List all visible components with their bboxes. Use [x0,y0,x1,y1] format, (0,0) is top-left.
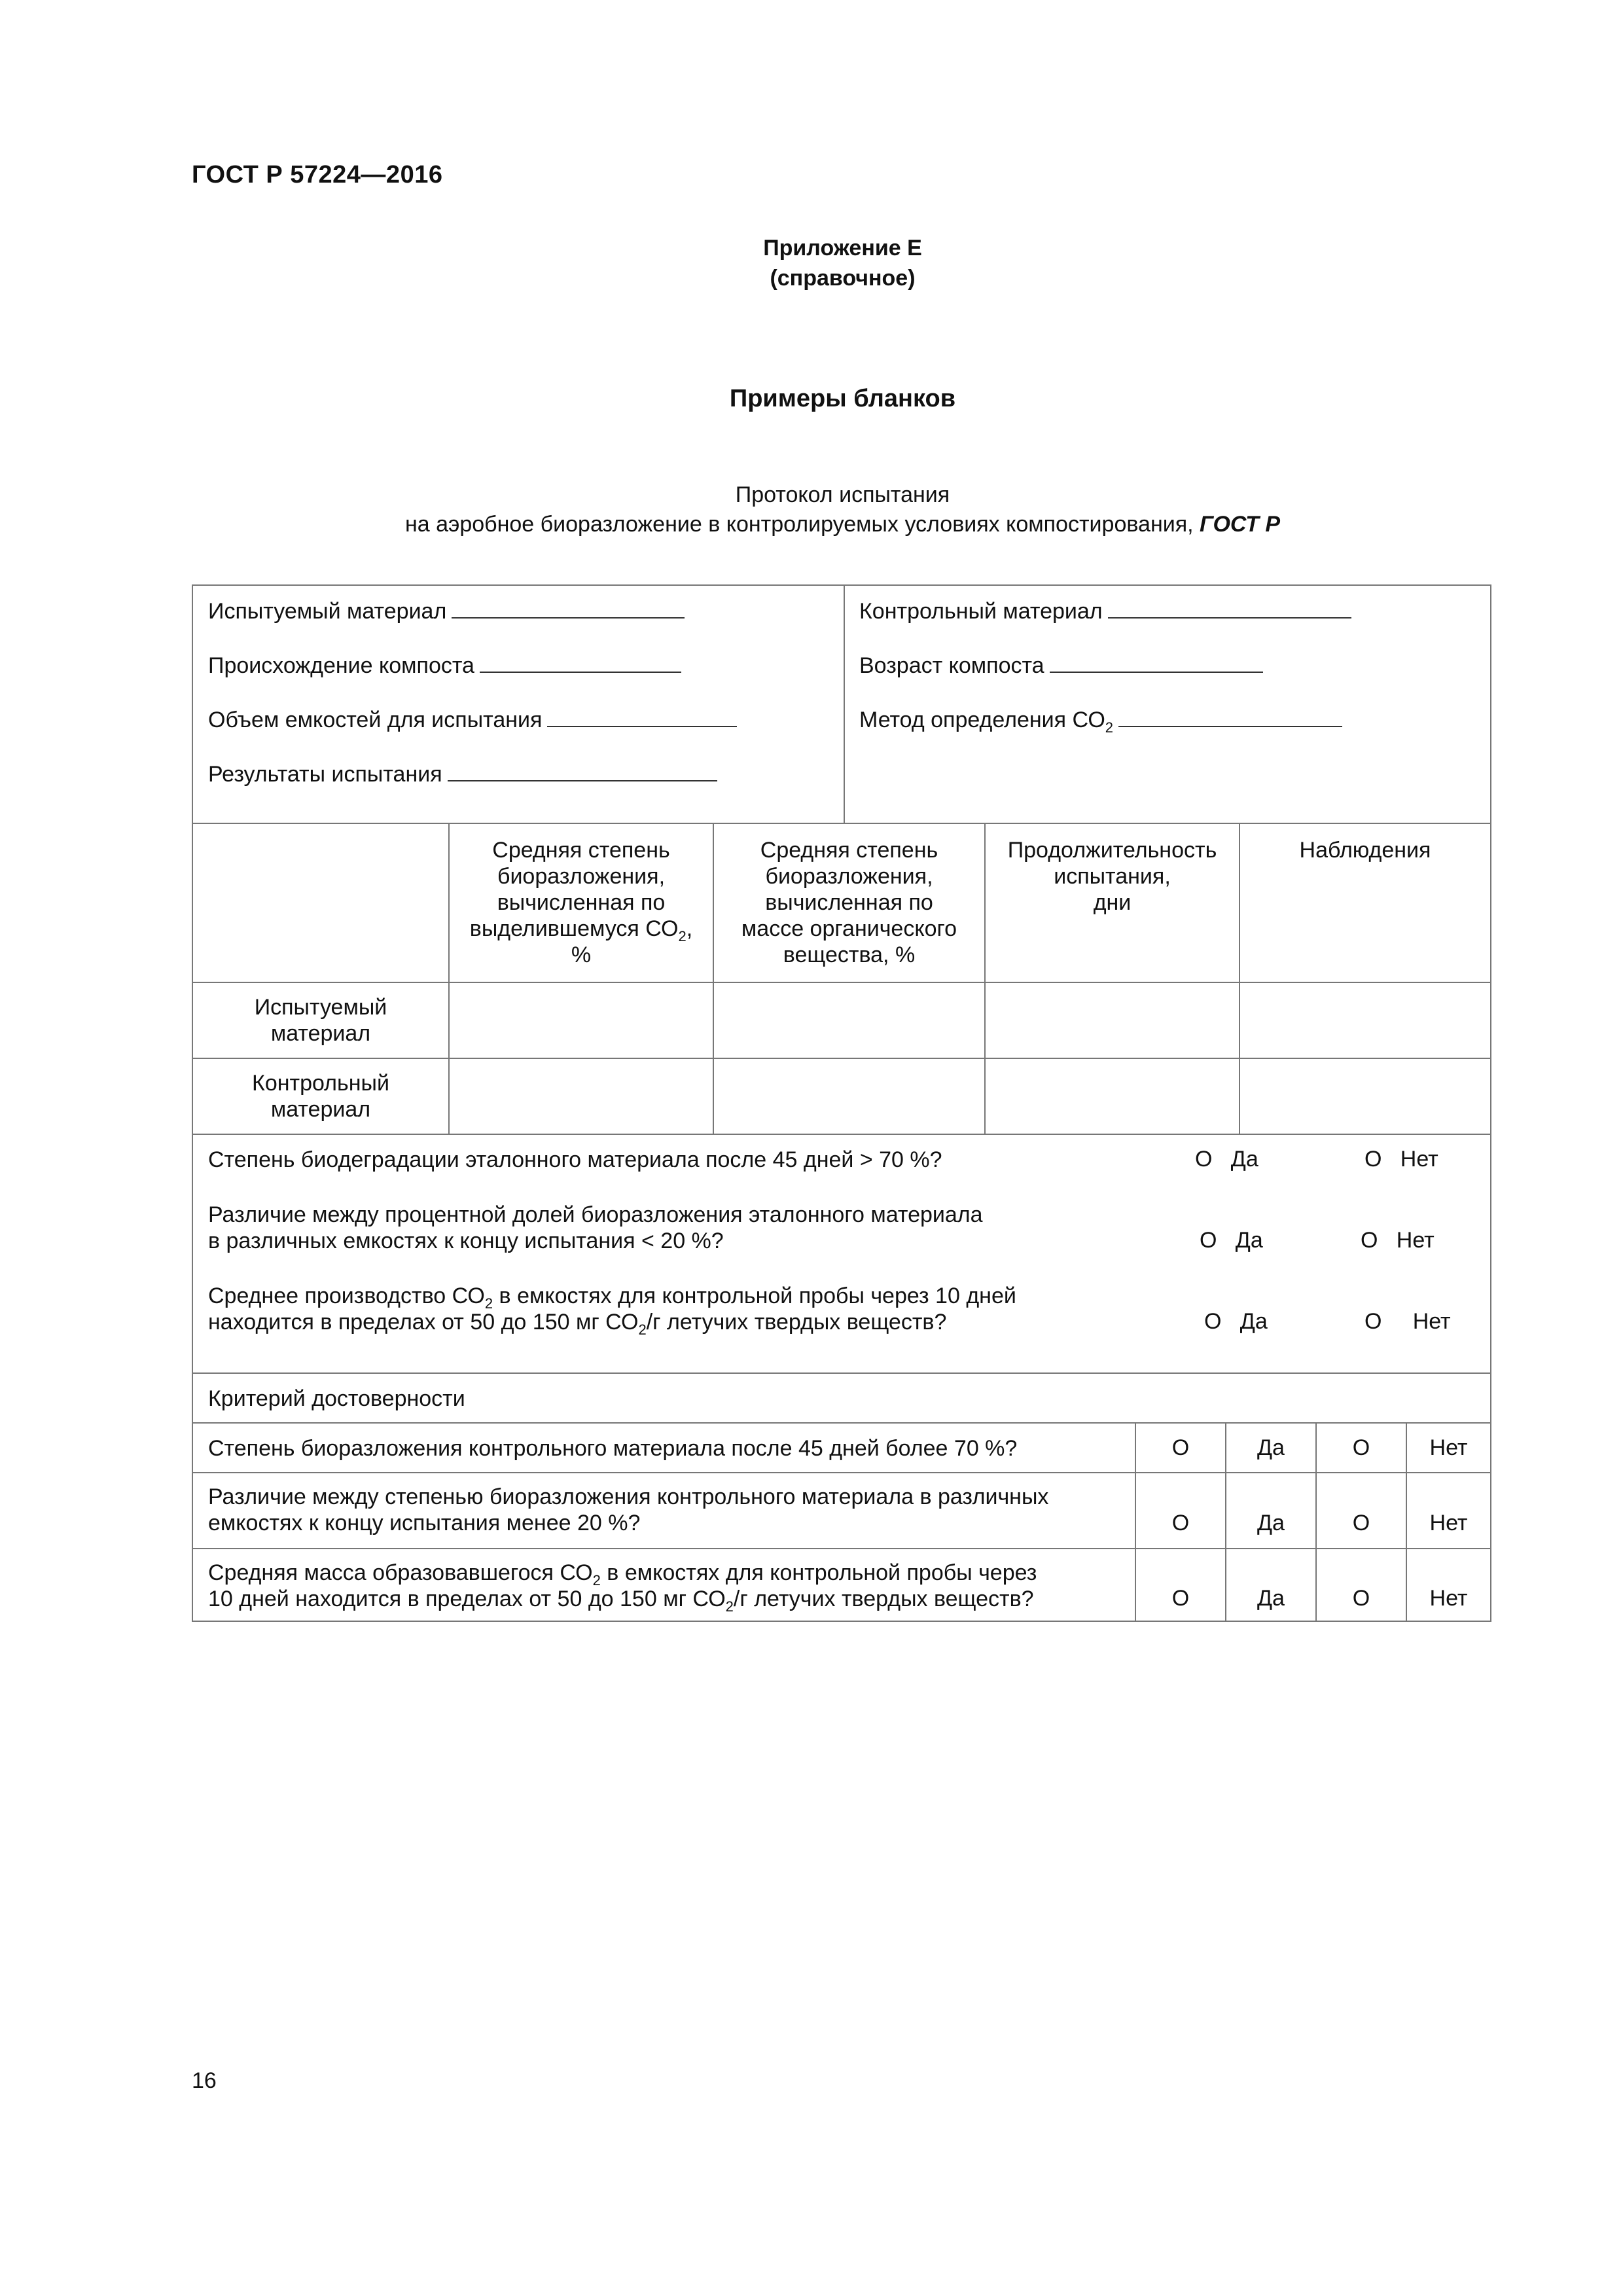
r3-line-2-subscript: 2 [725,1598,734,1615]
v2-no-circle: O [1352,1511,1370,1535]
section-title: Примеры бланков [729,385,956,412]
compost-age-label: Возраст компоста [859,653,1044,678]
q3-line-1-subscript: 2 [484,1295,493,1312]
validity-title-row [193,1372,1490,1422]
validity-row-3 [193,1548,1490,1622]
info-left-column [193,586,844,823]
validity-question-3-line-2 [208,1586,1037,1615]
control-material-blank[interactable] [1108,598,1351,619]
compost-age-field[interactable] [859,652,1263,679]
header-mass-line-2: биоразложения, [765,864,933,889]
q3-no-circle: O [1364,1309,1382,1334]
compost-origin-blank[interactable] [480,652,681,673]
q2-yes-circle: O [1200,1228,1217,1253]
cell-control-co2[interactable] [448,1059,713,1134]
protocol-subtitle-text: на аэробное биоразложение в контролируемых условиях компостирования, [404,512,1194,537]
q1-yes-option[interactable] [1195,1147,1258,1172]
q1-no-circle: O [1364,1147,1382,1172]
document-code: ГОСТ Р 57224—2016 [192,161,443,188]
validity-question-1: Степень биоразложения контрольного материала после 45 дней более 70 %? [208,1436,1018,1461]
results-header-row [193,823,1490,982]
cell-test-duration[interactable] [984,983,1239,1058]
validity-question-3-line-1 [208,1560,1037,1586]
protocol-standard: ГОСТ Р [1200,512,1281,537]
cell-test-observations[interactable] [1239,983,1490,1058]
test-results-field[interactable] [208,761,717,787]
validity-row-2 [193,1472,1490,1548]
control-material-field[interactable] [859,598,1351,624]
validity-row-1 [193,1422,1490,1472]
results-row-control-material [193,1058,1490,1134]
r3-line-1-post: в емкостях для контрольной пробы через [600,1560,1037,1585]
co2-method-label: Метод определения СО [859,708,1105,732]
q2-no-circle: O [1361,1228,1378,1253]
compost-origin-field[interactable] [208,652,681,679]
r3-line-1-subscript: 2 [592,1571,601,1588]
results-row-test-material [193,982,1490,1058]
test-material-field[interactable] [208,598,685,624]
annex-type: (справочное) [770,266,916,291]
v3-yes-circle: O [1171,1586,1190,1611]
header-co2-line-4-text: выделившемуся СО [469,916,679,941]
header-co2-line-3: вычисленная по [497,890,666,915]
cell-test-mass[interactable] [713,983,984,1058]
reference-checks-section [193,1134,1490,1372]
row-label-test-line-1: Испытуемый [254,995,387,1020]
header-mass-line-4: массе органического [741,916,957,941]
header-duration-line-1: Продолжительность [1007,838,1217,863]
test-results-label: Результаты испытания [208,762,442,787]
q3-line-2-subscript: 2 [638,1321,647,1338]
validity-question-3 [208,1560,1037,1615]
info-right-column [844,586,1490,823]
validity-title: Критерий достоверности [208,1386,465,1411]
v3-no-label: Нет [1429,1586,1468,1611]
header-mass-line-3: вычисленная по [765,890,933,915]
q2-no-label: Нет [1396,1228,1435,1253]
info-section [193,586,1490,823]
q3-no-label: Нет [1412,1309,1451,1334]
header-mass-degradation [713,824,984,982]
cell-control-duration[interactable] [984,1059,1239,1134]
row-label-control-line-1: Контрольный [252,1071,389,1096]
vessel-volume-blank[interactable] [547,706,737,727]
cell-test-co2[interactable] [448,983,713,1058]
v3-yes-cell[interactable] [1135,1549,1225,1622]
q1-no-label: Нет [1400,1147,1438,1172]
cell-control-observations[interactable] [1239,1059,1490,1134]
reference-question-3-line-2 [208,1309,1016,1338]
r3-line-1-pre: Средняя масса образовавшегося СО [208,1560,593,1585]
reference-question-1: Степень биодеградации эталонного материала после 45 дней > 70 %? [208,1147,942,1172]
compost-age-blank[interactable] [1050,652,1263,673]
q2-no-option[interactable] [1361,1228,1435,1253]
header-duration-line-3: дни [1093,890,1132,915]
q1-yes-circle: O [1195,1147,1213,1172]
header-duration [984,824,1239,982]
v1-yes-label: Да [1225,1424,1315,1472]
row-label-test-material [193,983,448,1058]
q3-yes-label: Да [1240,1309,1268,1334]
q3-line-1-pre: Среднее производство СО [208,1283,485,1308]
protocol-title: Протокол испытания [735,482,950,507]
cell-control-mass[interactable] [713,1059,984,1134]
header-observations-text: Наблюдения [1299,838,1431,863]
v3-no-cell[interactable] [1315,1549,1406,1622]
header-mass-line-1: Средняя степень [760,838,938,863]
test-report-form [192,584,1491,1622]
r3-line-2-post: /г летучих твердых веществ? [733,1587,1034,1611]
validity-question-2 [208,1484,1048,1536]
validity-question-1-cell [193,1424,1135,1472]
reference-question-2-line-1: Различие между процентной долей биоразложения эталонного материала [208,1202,983,1227]
v1-no-circle[interactable]: O [1315,1424,1406,1472]
q3-line-2-pre: находится в пределах от 50 до 150 мг СО [208,1310,639,1335]
header-co2-line-1: Средняя степень [492,838,670,863]
q2-yes-label: Да [1235,1228,1263,1253]
reference-question-2-line-2: в различных емкостях к концу испытания < 20 %? [208,1229,724,1253]
validity-question-3-cell [193,1549,1135,1622]
q3-line-1-post: в емкостях для контрольной пробы через 10 дней [493,1283,1016,1308]
reference-question-2 [208,1202,983,1254]
page-number: 16 [192,2068,217,2093]
row-label-control-line-2: материал [270,1097,371,1122]
compost-origin-label: Происхождение компоста [208,653,474,678]
v2-no-label-cell [1406,1473,1490,1548]
header-observations [1239,824,1490,982]
validity-question-2-line-2: емкостях к концу испытания менее 20 %? [208,1511,641,1535]
test-results-blank[interactable] [448,761,717,781]
co2-method-field[interactable] [859,706,1342,736]
row-label-control-material [193,1059,448,1134]
header-co2-subscript: 2 [678,927,687,944]
header-co2-line-5: % [571,942,592,967]
results-header-empty [193,824,448,982]
q1-yes-label: Да [1230,1147,1258,1172]
r3-line-2-pre: 10 дней находится в пределах от 50 до 150 мг СО [208,1587,726,1611]
header-co2-line-4 [450,916,713,942]
v2-yes-label-cell [1225,1473,1315,1548]
v2-yes-circle: O [1171,1511,1190,1535]
co2-method-subscript: 2 [1105,719,1114,736]
v3-yes-label: Да [1257,1586,1285,1611]
header-co2-comma: , [686,916,693,941]
control-material-label: Контрольный материал [859,599,1103,624]
test-material-blank[interactable] [452,598,685,619]
v3-yes-label-cell [1225,1549,1315,1622]
validity-question-2-line-1: Различие между степенью биоразложения контрольного материала в различных [208,1484,1049,1509]
v2-yes-cell[interactable] [1135,1473,1225,1548]
v3-no-label-cell [1406,1549,1490,1622]
header-duration-line-2: испытания, [1054,864,1171,889]
protocol-subtitle [0,512,1623,537]
row-label-test-line-2: материал [270,1021,371,1046]
v2-yes-label: Да [1257,1511,1285,1535]
v1-no-label: Нет [1406,1424,1490,1472]
v2-no-label: Нет [1429,1511,1468,1535]
v2-no-cell[interactable] [1315,1473,1406,1548]
v3-no-circle: O [1352,1586,1370,1611]
header-mass-line-5: вещества, % [783,942,916,967]
vessel-volume-field[interactable] [208,706,737,733]
annex-title: Приложение Е [763,236,922,260]
validity-question-2-cell [193,1473,1135,1548]
header-co2-degradation [448,824,713,982]
reference-question-3 [208,1283,1016,1338]
q3-no-option[interactable] [1364,1309,1451,1335]
q3-yes-circle: O [1204,1309,1222,1334]
q3-line-2-post: /г летучих твердых веществ? [646,1310,947,1335]
co2-method-blank[interactable] [1118,706,1342,727]
v1-yes-circle[interactable]: O [1135,1424,1225,1472]
q3-yes-option[interactable] [1204,1309,1268,1335]
vessel-volume-label: Объем емкостей для испытания [208,708,543,732]
header-co2-line-2: биоразложения, [497,864,666,889]
test-material-label: Испытуемый материал [208,599,447,624]
q1-no-option[interactable] [1364,1147,1438,1172]
reference-question-3-line-1 [208,1283,1016,1312]
q2-yes-option[interactable] [1200,1228,1263,1253]
